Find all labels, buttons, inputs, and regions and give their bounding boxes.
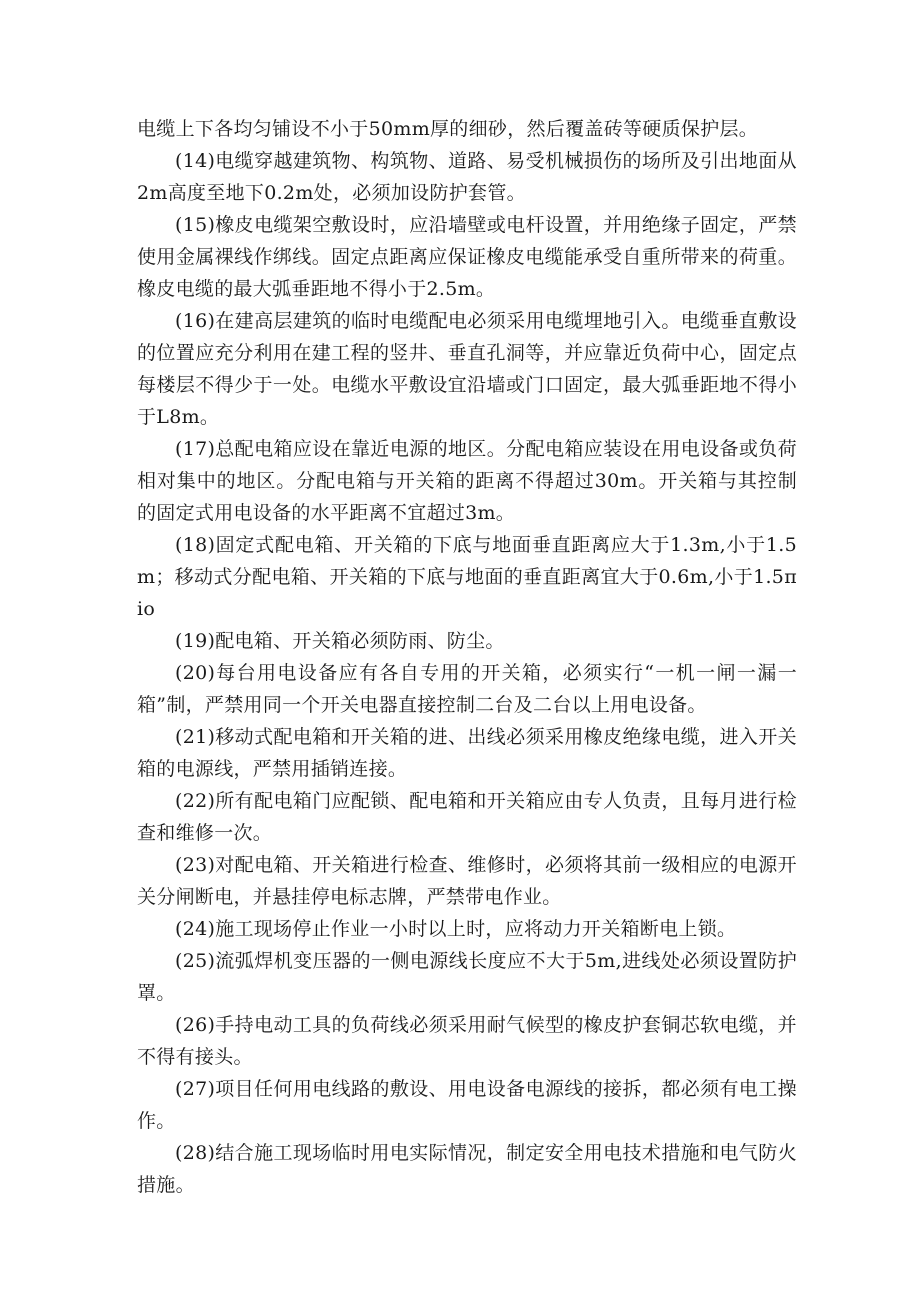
paragraph-21: (21)移动式配电箱和开关箱的进、出线必须采用橡皮绝缘电缆，进入开关箱的电源线，严禁用插销连接。 <box>137 726 797 780</box>
paragraph-17: (17)总配电箱应设在靠近电源的地区。分配电箱应装设在用电设备或负荷相对集中的地区。分配电箱与开关箱的距离不得超过30m。开关箱与其控制的固定式用电设备的水平距离不宜超过3m。 <box>137 438 797 524</box>
paragraph-18: (18)固定式配电箱、开关箱的下底与地面垂直距离应大于1.3m,小于1.5m；移动式分配电箱、开关箱的下底与地面的垂直距离宜大于0.6m,小于1.5πio <box>137 534 797 620</box>
paragraph-23: (23)对配电箱、开关箱进行检查、维修时，必须将其前一级相应的电源开关分闸断电，并悬挂停电标志牌，严禁带电作业。 <box>137 854 797 908</box>
paragraph-24: (24)施工现场停止作业一小时以上时，应将动力开关箱断电上锁。 <box>175 918 737 940</box>
paragraph-28: (28)结合施工现场临时用电实际情况，制定安全用电技术措施和电气防火措施。 <box>137 1142 797 1196</box>
document-body <box>137 113 797 1201</box>
paragraph-14: (14)电缆穿越建筑物、构筑物、道路、易受机械损伤的场所及引出地面从2m高度至地下0.2m处，必须加设防护套管。 <box>137 150 797 204</box>
paragraph-16: (16)在建高层建筑的临时电缆配电必须采用电缆埋地引入。电缆垂直敷设的位置应充分利用在建工程的竖井、垂直孔洞等，并应靠近负荷中心，固定点每楼层不得少于一处。电缆水平敷设宜沿墙或门口固定，最大弧垂距地不得小于L8m。 <box>137 310 797 428</box>
paragraph-continuation: 电缆上下各均匀铺设不小于50mm厚的细砂，然后覆盖砖等硬质保护层。 <box>137 118 759 140</box>
paragraph-19: (19)配电箱、开关箱必须防雨、防尘。 <box>175 630 505 652</box>
paragraph-15: (15)橡皮电缆架空敷设时，应沿墙壁或电杆设置，并用绝缘子固定，严禁使用金属裸线作绑线。固定点距离应保证橡皮电缆能承受自重所带来的荷重。橡皮电缆的最大弧垂距地不得小于2.5m。 <box>137 214 797 300</box>
paragraph-22: (22)所有配电箱门应配锁、配电箱和开关箱应由专人负责，且每月进行检查和维修一次。 <box>137 790 797 844</box>
paragraph-26: (26)手持电动工具的负荷线必须采用耐气候型的橡皮护套铜芯软电缆，并不得有接头。 <box>137 1014 797 1068</box>
paragraph-25: (25)流弧焊机变压器的一侧电源线长度应不大于5m,进线处必须设置防护罩。 <box>137 950 797 1004</box>
paragraph-27: (27)项目任何用电线路的敷设、用电设备电源线的接拆，都必须有电工操作。 <box>137 1078 797 1132</box>
paragraph-20: (20)每台用电设备应有各自专用的开关箱，必须实行“一机一闸一漏一箱”制，严禁用同一个开关电器直接控制二台及二台以上用电设备。 <box>137 662 797 716</box>
